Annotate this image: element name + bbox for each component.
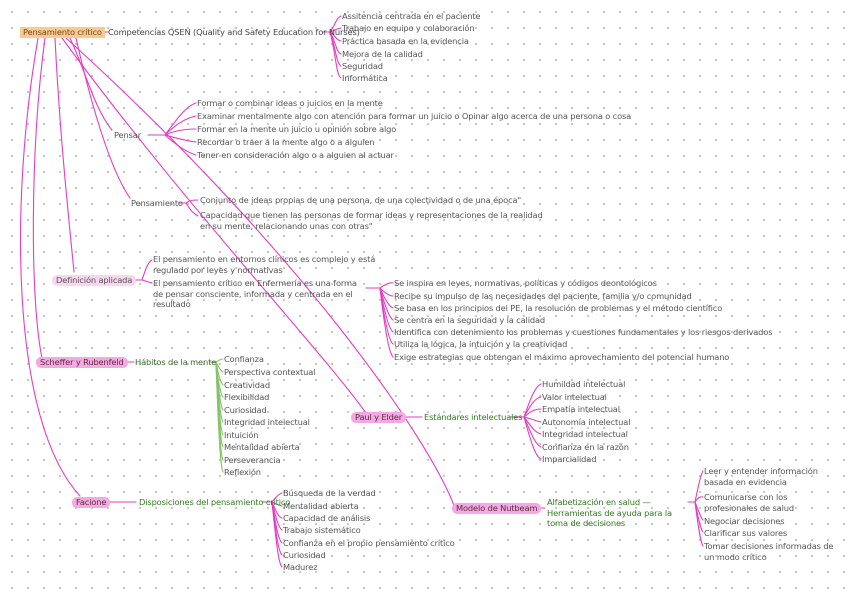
scheffer-title[interactable]: Scheffer y Rubenfeld [36,357,128,368]
disposition-item: Trabajo sistemático [283,525,361,535]
habit-item: Intuición [224,430,259,440]
habit-item: Confianza [224,354,264,364]
definicion-subitem: Identifica con detenimiento los problemas y cuestiones fundamentales y los riesgos derivados [394,327,773,337]
habit-item: Curiosidad [224,405,267,415]
pensar-item: Formar o combinar ideas o juicios en la mente [197,98,383,108]
literacy-item: Tomar decisiones informadas de un modo crítico [704,541,834,562]
qsen-item: Assitencia centrada en el paciente [342,11,481,21]
habit-item: Flexibilidad [224,392,270,402]
pensar-item: Recordar o traer a la mente algo o a alguien [197,137,375,147]
disposition-item: Capacidad de análisis [283,513,371,523]
standard-item: Imparcialidad [542,454,597,464]
definicion-item: El pensamiento en entornos clínicos es complejo y está regulado por leyes y normativas [153,254,376,275]
definicion-subitem: Se inspira en leyes, normativas, políticas y códigos deontológicos [394,278,657,288]
habit-item: Integridad intelectual [224,417,310,427]
disposition-item: Curiosidad [283,550,326,560]
disposition-item: Mentalidad abierta [283,501,359,511]
habit-item: Mentalidad abierta [224,442,300,452]
literacy-item: Negociar decisiones [704,516,785,526]
standard-item: Empatía intelectual [542,404,620,414]
definicion-subitem: Recibe su impulso de las necesidades del paciente, familia y/o comunidad [394,291,692,301]
qsen-item: Mejora de la calidad [342,49,423,59]
pensamiento-title[interactable]: Pensamiento [131,198,183,208]
dispositions-title[interactable]: Disposiciones del pensamiento crítico [139,497,291,507]
literacy-item: Clarificar sus valores [704,528,788,538]
pensar-item: Tener en consideración algo o a alguien al actuar [197,150,394,160]
habit-item: Perspectiva contextual [224,367,316,377]
habit-item: Perseverancia [224,455,281,465]
standards-title[interactable]: Estándares intelectuales [424,412,523,422]
literacy-item: Leer y entender información basada en evidencia [704,466,818,487]
disposition-item: Búsqueda de la verdad [283,488,376,498]
paul-elder-title[interactable]: Paul y Elder [351,412,406,423]
facione-title[interactable]: Facione [72,497,110,508]
standard-item: Confianza en la razón [542,442,629,452]
definicion-subitem: Se basa en los principios del PE, la resolución de problemas y el método científico [394,303,723,313]
standard-item: Valor intelectual [542,392,607,402]
pensar-item: Formar en la mente un juicio u opinión sobre algo [197,124,397,134]
disposition-item: Confianza en el propio pensamiento crítico [283,538,455,548]
definicion-subitem: Utiliza la lógica, la intuición y la creatividad [394,339,568,349]
nutbeam-title[interactable]: Modelo de Nutbeam [452,503,541,514]
root-node[interactable]: Pensamiento crítico [20,27,105,38]
standard-item: Humildad intelectual [542,379,626,389]
habit-item: Reflexión [224,467,261,477]
qsen-title[interactable]: Competencias QSEN (Quality and Safety Education for Nurses) [108,27,360,37]
qsen-item: Informática [342,73,388,83]
pensamiento-item: Conjunto de ideas propias de una persona, de una colectividad o de una época" [200,195,522,205]
definicion-subitem: Exige estrategias que obtengan el máximo aprovechamiento del potencial humano [394,352,730,362]
pensar-title[interactable]: Pensar [114,130,141,140]
qsen-item: Práctica basada en la evidencia [342,36,469,46]
literacy-item: Comunicarse con los profesionales de salud [704,492,794,513]
habits-title[interactable]: Hábitos de la mente [135,357,217,367]
standard-item: Integridad intelectual [542,429,628,439]
habit-item: Creatividad [224,380,270,390]
definicion-title[interactable]: Definición aplicada [52,275,136,286]
pensamiento-item: Capacidad que tienen las personas de formar ideas y representaciones de la realidad en su mente, relacionando unas con otras" [200,210,543,231]
definicion-subitem: Se centra en la seguridad y la calidad [394,315,546,325]
definicion-item: El pensamiento crítico en Enfermería es una forma de pensar consciente, informada y centrada en el resultado [153,278,357,310]
disposition-item: Madurez [283,562,318,572]
pensar-item: Examinar mentalmente algo con atención para formar un juicio o Opinar algo acerca de una persona o cosa [197,111,632,121]
qsen-item: Trabajo en equipo y colaboración [342,23,475,33]
health-literacy-title[interactable]: Alfabetización en salud — Herramientas de ayuda para la toma de decisiones [547,497,672,529]
qsen-item: Seguridad [342,61,383,71]
standard-item: Autonomía intelectual [542,417,631,427]
